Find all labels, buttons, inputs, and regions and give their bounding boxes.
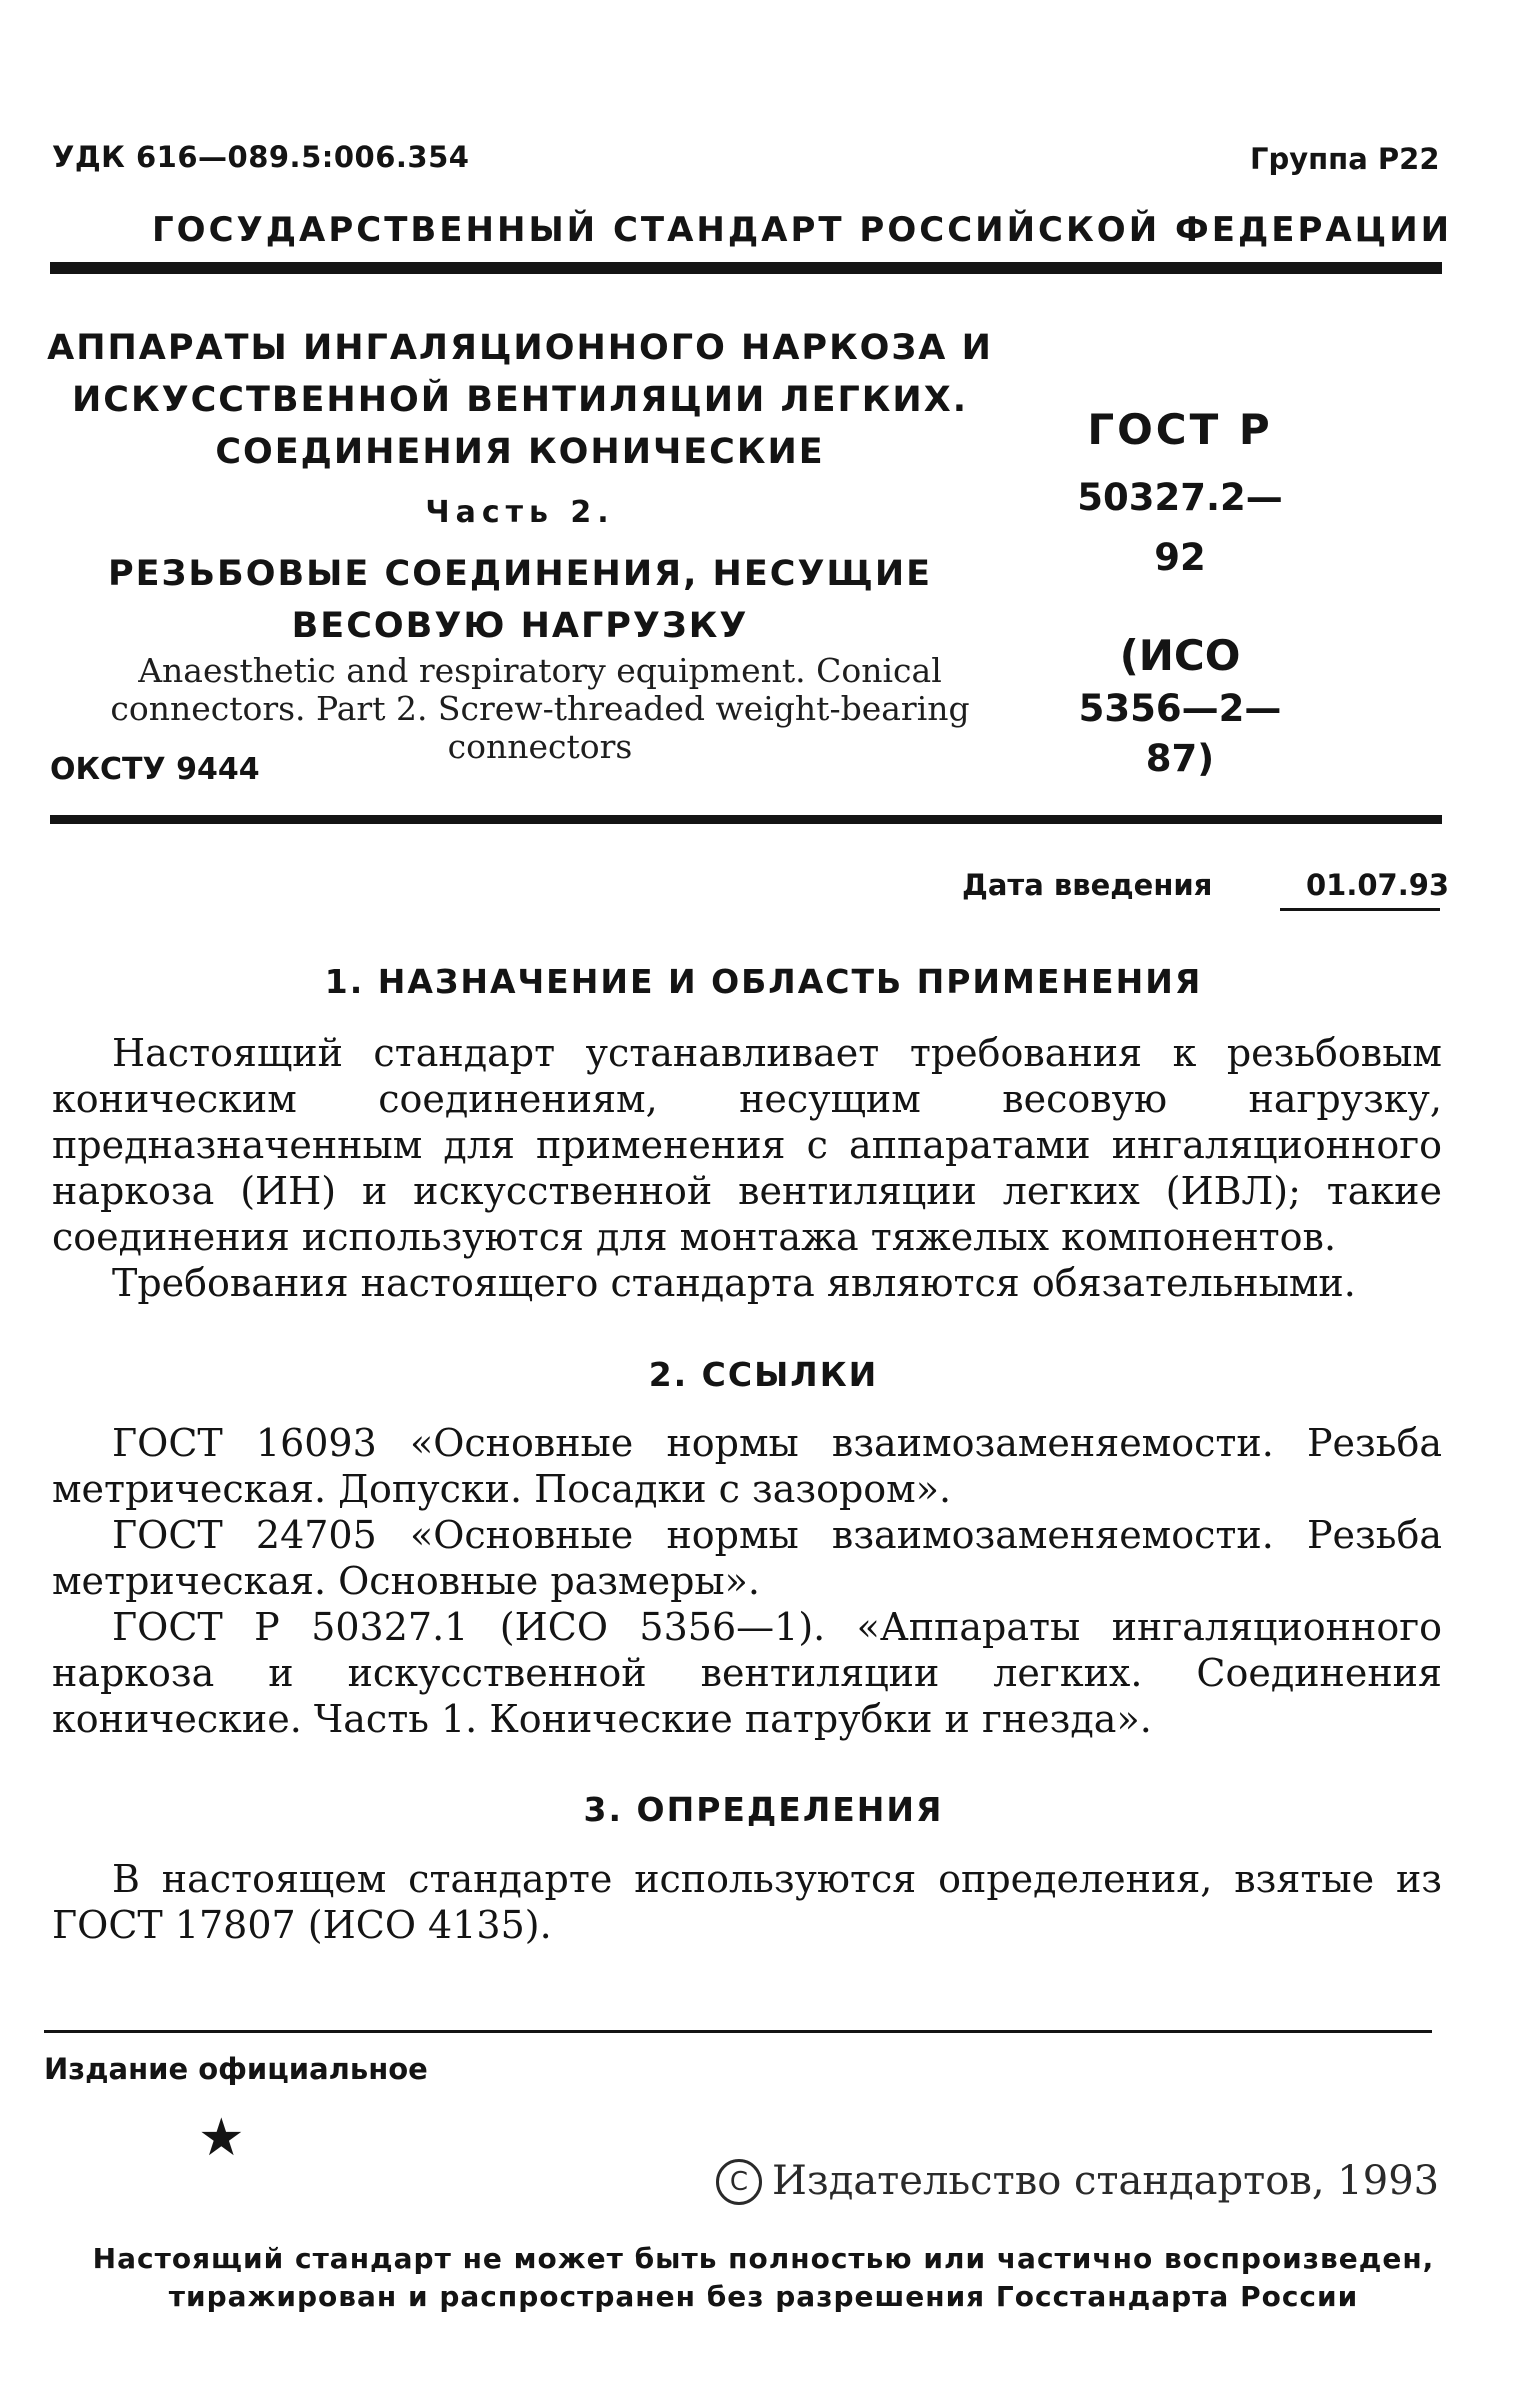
section-heading: 2. ССЫЛКИ [648, 1355, 879, 1394]
section-paragraph: ГОСТ 24705 «Основные нормы взаимозаменяемости. Резьба метрическая. Основные размеры». [52, 1513, 1442, 1603]
section-paragraph: Требования настоящего стандарта являются обязательными. [112, 1261, 1356, 1305]
title-rule [50, 815, 1442, 824]
okstu-code: ОКСТУ 9444 [50, 752, 260, 787]
footer-rule [44, 2030, 1432, 2033]
udk-code: УДК 616—089.5:006.354 [52, 140, 470, 174]
section-paragraph: Настоящий стандарт устанавливает требования к резьбовым коническим соединениям, несущим весовую нагрузку, предназначенным для применения с аппаратами ингаляционного наркоза (ИН) и искусственной вентиляции легких (ИВЛ); такие соединения используются для монтажа тяжелых компонентов. [52, 1031, 1442, 1259]
gost-number: 50327.2—92 [1077, 476, 1283, 579]
standard-designation [1060, 400, 1300, 784]
part-label: Часть 2. [425, 495, 615, 530]
subtitle-line: ВЕСОВУЮ НАГРУЗКУ [291, 606, 749, 646]
copyright-line [716, 2158, 1439, 2205]
notice-line: тиражирован и распространен без разрешения Госстандарта России [168, 2280, 1359, 2313]
reproduction-notice [0, 2240, 1527, 2316]
section-heading: 1. НАЗНАЧЕНИЕ И ОБЛАСТЬ ПРИМЕНЕНИЯ [324, 962, 1203, 1001]
iso-number: 5356—2—87) [1078, 687, 1282, 780]
title-line: СОЕДИНЕНИЯ КОНИЧЕСКИЕ [215, 432, 825, 472]
effective-date-label: Дата введения [962, 868, 1213, 902]
document-authority-title: ГОСУДАРСТВЕННЫЙ СТАНДАРТ РОССИЙСКОЙ ФЕДЕРАЦИИ [152, 210, 1453, 250]
header-rule [50, 262, 1442, 274]
section-heading: 3. ОПРЕДЕЛЕНИЯ [583, 1790, 944, 1829]
star-icon: ★ [198, 2108, 245, 2168]
notice-line: Настоящий стандарт не может быть полностью или частично воспроизведен, [92, 2242, 1435, 2275]
copyright-icon: C [716, 2159, 762, 2205]
section-paragraph: ГОСТ Р 50327.1 (ИСО 5356—1). «Аппараты ингаляционного наркоза и искусственной вентиляции легких. Соединения конические. Часть 1. Конические патрубки и гнезда». [52, 1605, 1442, 1741]
edition-label: Издание официальное [44, 2052, 428, 2086]
gost-label: ГОСТ Р [1087, 405, 1273, 454]
group-code: Группа Р22 [1250, 142, 1440, 176]
title-line: АППАРАТЫ ИНГАЛЯЦИОННОГО НАРКОЗА И [47, 328, 993, 368]
iso-label: (ИСО [1119, 631, 1241, 680]
subtitle-line: РЕЗЬБОВЫЕ СОЕДИНЕНИЯ, НЕСУЩИЕ [107, 554, 933, 594]
section-paragraph: ГОСТ 16093 «Основные нормы взаимозаменяемости. Резьба метрическая. Допуски. Посадки с зазором». [52, 1421, 1442, 1511]
english-title: Anaesthetic and respiratory equipment. Conical connectors. Part 2. Screw-threaded weight-bearing connectors [110, 651, 970, 766]
date-underline [1280, 908, 1440, 911]
section-paragraph: В настоящем стандарте используются определения, взятые из ГОСТ 17807 (ИСО 4135). [52, 1857, 1442, 1947]
standard-title-block [40, 322, 1000, 652]
effective-date-value: 01.07.93 [1306, 868, 1450, 902]
copyright-text: Издательство стандартов, 1993 [772, 2158, 1440, 2204]
title-line: ИСКУССТВЕННОЙ ВЕНТИЛЯЦИИ ЛЕГКИХ. [72, 380, 968, 420]
